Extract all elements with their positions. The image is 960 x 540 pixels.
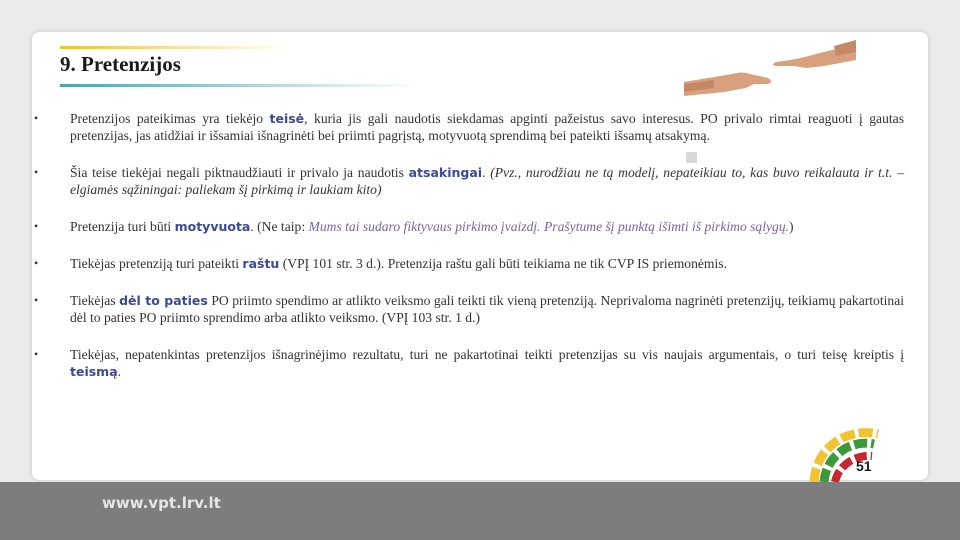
bullet-text: . <box>482 165 491 180</box>
bullet-text: Šia teise tiekėjai negali piktnaudžiauti ir privalo ja naudotis <box>70 165 409 180</box>
page-number: 51 <box>856 458 872 474</box>
bullet-icon: • <box>34 347 39 361</box>
bullet-text: Pretenzijos pateikimas yra tiekėjo <box>70 111 270 126</box>
bullet-text: Tiekėjas <box>70 293 120 308</box>
bullet-list <box>32 110 904 400</box>
footer-bar <box>0 482 960 540</box>
bullet-example: (Pvz., nurodžiau ne tą modelį, nepateikiau to, kas buvo reikalauta ir t.t. – elgiamės sąžiningai: paliekam šį pirkimą ir laukiam kito) <box>70 165 905 197</box>
list-item <box>32 255 904 272</box>
bullet-text: PO priimto spendimo ar atlikto veiksmo gali teikti tik vieną pretenziją. Neprivaloma nagrinėti pretenzijų, teikiamų pakartotinai dėl to paties PO priimto sprendimo arba atlikto veiksmo. (VPĮ 103 str. 1 d.) <box>70 293 905 325</box>
bullet-keyword: dėl to paties <box>119 293 208 308</box>
bullet-icon: • <box>34 293 39 307</box>
bullet-icon: • <box>34 111 39 125</box>
bullet-icon: • <box>34 219 39 233</box>
bullet-keyword: teisė <box>269 111 305 126</box>
lithuania-flag-arc-logo <box>808 428 908 484</box>
list-item <box>32 346 904 380</box>
bullet-text: (VPĮ 101 str. 3 d.). Pretenzija raštu gali būti teikiama ne tik CVP IS priemonėmis. <box>279 256 727 271</box>
list-item <box>32 218 904 235</box>
bullet-text: Tiekėjas pretenziją turi pateikti <box>70 256 243 271</box>
page-title: 9. Pretenzijos <box>60 52 181 76</box>
bullet-icon: • <box>34 165 39 179</box>
bullet-icon: • <box>34 256 39 270</box>
bullet-keyword: teismą <box>70 364 118 379</box>
bullet-text: Pretenzija turi būti <box>70 219 175 234</box>
title-accent-bar-top <box>60 46 290 49</box>
bullet-example: Mums tai sudaro fiktyvaus pirkimo įvaizdį. Prašytume šį punktą išimti iš pirkimo sąlygų. <box>308 219 790 234</box>
bullet-text: ) <box>789 219 794 234</box>
bullet-keyword: motyvuota <box>174 219 251 234</box>
title-accent-bar-bottom <box>60 84 420 87</box>
list-item <box>32 164 904 198</box>
slide-card <box>32 32 928 480</box>
list-item <box>32 110 904 144</box>
bullet-text: Tiekėjas, nepatenkintas pretenzijos išnagrinėjimo rezultatu, turi ne pakartotinai teikti pretenzijas su vis naujais argumentais, o turi teisę kreiptis į <box>70 347 904 362</box>
handshake-hands-image <box>684 38 856 100</box>
bullet-keyword: raštu <box>242 256 280 271</box>
bullet-text: . (Ne taip: <box>250 219 309 234</box>
footer-url[interactable]: www.vpt.lrv.lt <box>102 494 221 512</box>
bullet-text: . <box>117 364 122 379</box>
bullet-keyword: atsakingai <box>408 165 483 180</box>
bullet-text: , kuria jis gali naudotis siekdamas apginti pažeistus savo interesus. PO privalo rimtai reaguoti į gautas pretenzijas, jas atidžiai ir išsamiai išnagrinėti bei priimti pagrįstą, motyvuotą sprendimą bei pateikti išsamų atsakymą. <box>70 111 904 143</box>
list-item <box>32 292 904 326</box>
